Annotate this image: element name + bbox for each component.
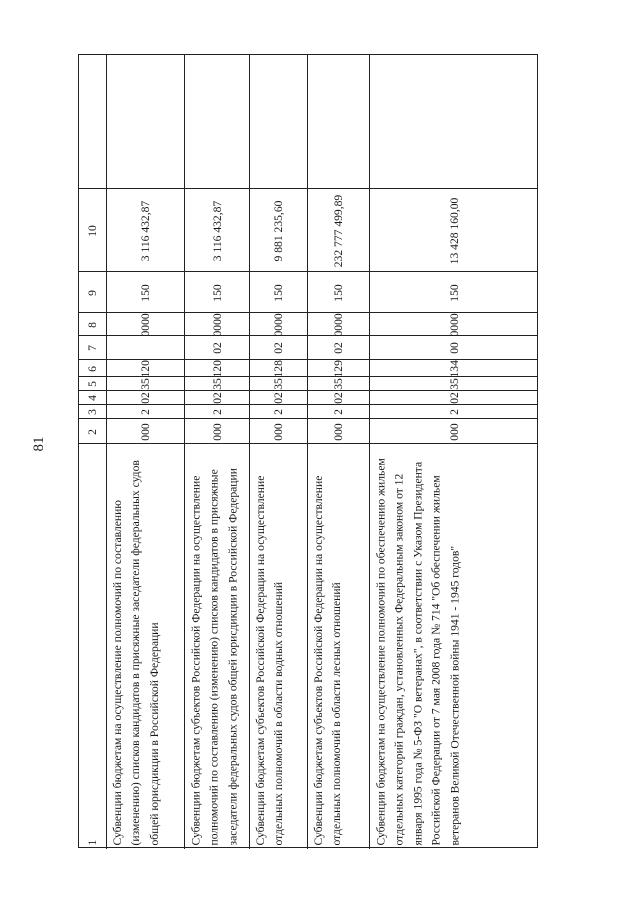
header-cell-code-kind-text: 9	[85, 289, 99, 296]
budget-table	[78, 54, 538, 848]
row-amount	[107, 189, 185, 272]
row-code-subgroup	[370, 391, 539, 405]
row-code-admin	[370, 419, 539, 444]
row-code-group	[370, 405, 539, 419]
row-code-program	[107, 313, 185, 336]
row-code-admin-text: 000	[271, 422, 285, 441]
row-code-group	[107, 405, 185, 419]
row-amount-text: 3 116 432,87	[210, 200, 224, 261]
header-cell-code-subarticle	[79, 360, 107, 377]
row-code-subarticle-text: 128	[271, 360, 285, 377]
row-description	[308, 444, 370, 849]
row-code-program-text: 0000	[138, 313, 152, 336]
header-cell-code-group-text: 3	[85, 409, 99, 415]
row-amount	[370, 189, 539, 272]
row-code-kind	[370, 272, 539, 313]
row-code-element-text: 02	[271, 342, 285, 354]
row-code-group-text: 2	[210, 409, 224, 415]
header-cell-code-group	[79, 405, 107, 419]
row-code-admin-text: 000	[447, 422, 461, 441]
header-cell-code-program-text: 8	[85, 321, 99, 328]
row-code-program	[308, 313, 370, 336]
row-code-article-text: 35	[271, 378, 285, 390]
row-code-subarticle-text: 120	[210, 360, 224, 377]
row-code-admin	[107, 419, 185, 444]
row-code-element-text: 00	[447, 342, 461, 354]
row-amount-text: 13 428 160,00	[447, 197, 461, 264]
row-description-text: Субвенции бюджетам на осуществление полномочий по составлению (изменению) списков кандидатов в присяжные заседатели федеральных судов общей юрисдикции в Российской Федерации	[111, 459, 161, 845]
row-code-admin	[185, 419, 250, 444]
row-amount-text: 3 116 432,87	[138, 200, 152, 261]
row-code-element-text: 02	[210, 342, 224, 354]
row-code-kind-text: 150	[271, 283, 285, 302]
row-code-kind	[250, 272, 308, 313]
row-code-group	[185, 405, 250, 419]
row-code-kind	[107, 272, 185, 313]
row-code-article-text: 35	[331, 378, 345, 390]
row-amount	[308, 189, 370, 272]
row-amount	[250, 189, 308, 272]
row-code-program	[185, 313, 250, 336]
row-code-kind-text: 150	[138, 283, 152, 302]
row-code-kind	[308, 272, 370, 313]
row-amount-text: 9 881 235,60	[271, 200, 285, 261]
row-code-group-text: 2	[271, 409, 285, 415]
row-code-subgroup	[308, 391, 370, 405]
row-code-element	[370, 336, 539, 360]
row-code-subgroup	[250, 391, 308, 405]
row-description	[250, 444, 308, 849]
row-code-group-text: 2	[447, 409, 461, 415]
row-code-subgroup-text: 02	[210, 392, 224, 404]
row-code-subarticle-text: 134	[447, 360, 461, 377]
row-description-text: Субвенции бюджетам субъектов Российской Федерации на осуществление полномочий по составлению (изменению) списков кандидатов в присяжные заседатели федеральных судов общей юрисдикции в Российской Федерации	[189, 467, 239, 845]
row-description-text: Субвенции бюджетам субъектов Российской Федерации на осуществление отдельных полномочий в области водных отношений	[254, 475, 286, 845]
header-cell-description	[79, 444, 107, 849]
row-code-subgroup	[185, 391, 250, 405]
row-code-article	[250, 377, 308, 391]
row-code-subgroup	[107, 391, 185, 405]
row-code-subgroup-text: 02	[447, 392, 461, 404]
row-description-text: Субвенции бюджетам на осуществление полномочий по обеспечению жильем отдельных категорий граждан, установленных Федеральным законом от 12 января 1995 года № 5-ФЗ "О ветеранах", в соответствии с Указом Президента Российской Федерации от 7 мая 2008 года № 714 "Об обеспечении жильем ветеранов Великой Отечественной войны 1941 - 1945 годов"	[374, 457, 461, 845]
header-cell-code-kind	[79, 272, 107, 313]
row-code-article-text: 35	[210, 378, 224, 390]
row-description	[370, 444, 539, 849]
header-cell-code-admin-text: 2	[85, 428, 99, 435]
row-code-element-text: 02	[331, 342, 345, 354]
row-code-kind	[185, 272, 250, 313]
row-code-subarticle	[250, 360, 308, 377]
row-code-kind-text: 150	[210, 283, 224, 302]
row-code-article	[185, 377, 250, 391]
row-code-program	[370, 313, 539, 336]
row-code-subarticle	[370, 360, 539, 377]
row-code-kind-text: 150	[331, 283, 345, 302]
row-code-element	[185, 336, 250, 360]
row-code-article-text: 35	[447, 378, 461, 390]
row-code-kind-text: 150	[447, 283, 461, 302]
row-code-subgroup-text: 02	[331, 392, 345, 404]
row-code-article	[370, 377, 539, 391]
row-amount	[185, 189, 250, 272]
page-number: 81	[31, 436, 47, 452]
row-code-subgroup-text: 02	[271, 392, 285, 404]
header-cell-code-admin	[79, 419, 107, 444]
header-cell-amount	[79, 189, 107, 272]
row-code-program-text: 0000	[447, 313, 461, 336]
row-code-admin	[250, 419, 308, 444]
row-code-program-text: 0000	[210, 313, 224, 336]
row-code-subarticle-text: 129	[331, 360, 345, 377]
row-code-element	[308, 336, 370, 360]
header-cell-code-article-text: 5	[85, 381, 99, 387]
row-code-admin-text: 000	[210, 422, 224, 441]
row-code-group	[250, 405, 308, 419]
row-description	[185, 444, 250, 849]
header-cell-amount-text: 10	[85, 224, 99, 237]
row-description-text: Субвенции бюджетам субъектов Российской Федерации на осуществление отдельных полномочий в области лесных отношений	[312, 475, 344, 845]
row-code-subarticle	[107, 360, 185, 377]
row-code-element	[250, 336, 308, 360]
row-description	[107, 444, 185, 849]
row-code-subarticle-text: 120	[138, 360, 152, 377]
row-code-group-text: 2	[138, 409, 152, 415]
row-code-group	[308, 405, 370, 419]
header-cell-description-text: 1	[85, 839, 99, 845]
row-code-program-text: 0000	[271, 313, 285, 336]
row-code-article	[308, 377, 370, 391]
row-code-admin-text: 000	[331, 422, 345, 441]
row-code-article-text: 35	[138, 378, 152, 390]
header-cell-code-subarticle-text: 6	[85, 365, 99, 372]
row-code-program	[250, 313, 308, 336]
row-code-subarticle	[308, 360, 370, 377]
row-code-article	[107, 377, 185, 391]
header-cell-code-program	[79, 313, 107, 336]
header-cell-code-element	[79, 336, 107, 360]
row-code-group-text: 2	[331, 409, 345, 415]
row-code-admin-text: 000	[138, 422, 152, 441]
header-cell-code-element-text: 7	[85, 345, 99, 351]
row-code-admin	[308, 419, 370, 444]
header-cell-code-subgroup	[79, 391, 107, 405]
row-code-element	[107, 336, 185, 360]
row-code-program-text: 0000	[331, 313, 345, 336]
row-code-subarticle	[185, 360, 250, 377]
row-amount-text: 232 777 499,89	[331, 194, 345, 267]
header-cell-code-subgroup-text: 4	[85, 395, 99, 401]
header-cell-code-article	[79, 377, 107, 391]
row-code-subgroup-text: 02	[138, 392, 152, 404]
